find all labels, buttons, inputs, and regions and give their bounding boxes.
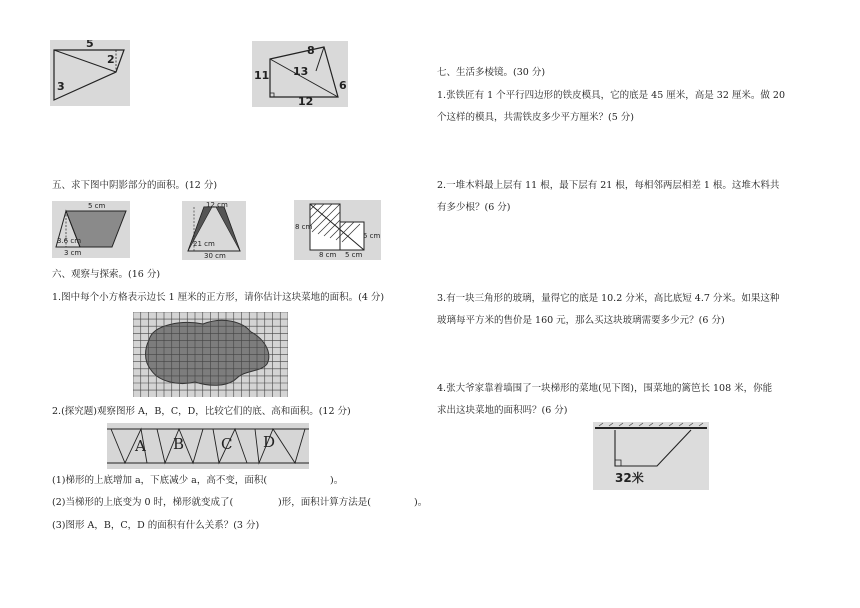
fig5a-label-top: 5 cm: [88, 202, 106, 210]
fig5b-label-top: 12 cm: [206, 201, 228, 209]
grid-field-figure: [133, 312, 288, 397]
section7-q1-line2: 个这样的模具，共需铁皮多少平方厘米？(5 分): [437, 112, 634, 123]
fig2-label-left: 11: [254, 69, 270, 82]
shape-label-a: A: [135, 437, 146, 455]
fig2-label-right: 6: [339, 79, 347, 92]
section7-q4-line1: 4.张大爷家靠着墙围了一块梯形的菜地(见下图)，围菜地的篱笆长 108 米，你能: [437, 383, 773, 394]
section6-sub-1-end: )。: [330, 475, 344, 486]
fig1-label-right: 2: [107, 53, 115, 66]
fig2-label-diag1: 8: [307, 44, 315, 57]
fig5a-label-base: 3 cm: [64, 249, 82, 257]
section6-sub-2b: )形，面积计算方法是(: [278, 497, 371, 508]
fig5b-label-height: 21 cm: [193, 240, 215, 248]
shapes-abcd-figure: [107, 423, 309, 469]
section6-sub-2a: (2)当梯形的上底变为 0 时，梯形就变成了(: [52, 497, 234, 508]
section7-q2-line2: 有多少根？(6 分): [437, 202, 511, 213]
section7-q3-line2: 玻璃每平方米的售价是 160 元，那么买这块玻璃需要多少元？(6 分): [437, 315, 725, 326]
section6-sub-3: (3)图形 A，B，C，D 的面积有什么关系？(3 分): [52, 520, 260, 531]
shape-label-b: B: [173, 435, 185, 453]
figure-5c: [294, 200, 381, 260]
section7-heading: 七、生活多棱镜。(30 分): [437, 67, 546, 78]
fig5b-label-base: 30 cm: [204, 252, 226, 260]
shape-label-c: C: [221, 435, 233, 453]
trapezoid-garden-figure: [593, 422, 709, 490]
figure-5a: [52, 201, 130, 258]
section6-question-2: 2.(探究题)观察图形 A，B，C，D，比较它们的底、高和面积。(12 分): [52, 406, 351, 417]
section7-q1-line1: 1.张铁匠有 1 个平行四边形的铁皮模具，它的底是 45 厘米，高是 32 厘米。做 20: [437, 90, 786, 101]
section6-question-1: 1.图中每个小方格表示边长 1 厘米的正方形，请你估计这块菜地的面积。(4 分): [52, 292, 385, 303]
figure-top-2: [252, 41, 348, 107]
section5-heading: 五、求下图中阴影部分的面积。(12 分): [52, 180, 218, 191]
section7-q4-line2: 求出这块菜地的面积吗？(6 分): [437, 405, 568, 416]
fig5c-label-bottom2: 5 cm: [345, 251, 363, 259]
fig1-label-top: 5: [86, 40, 94, 50]
fig2-label-diag2: 13: [293, 65, 309, 78]
fig5a-label-height: 3.6 cm: [57, 237, 82, 245]
garden-label-32m: 32米: [615, 471, 644, 485]
fig5c-label-bottom1: 8 cm: [319, 251, 337, 259]
fig2-label-bottom: 12: [298, 95, 314, 107]
fig1-label-left: 3: [57, 80, 65, 93]
fig5c-label-left: 8 cm: [295, 223, 313, 231]
section7-q2-line1: 2.一堆木料最上层有 11 根，最下层有 21 根，每相邻两层相差 1 根。这堆木料共: [437, 180, 780, 191]
fig5c-label-right: 5 cm: [363, 232, 381, 240]
section6-sub-2-end: )。: [414, 497, 428, 508]
figure-5b: [182, 201, 246, 260]
shape-label-d: D: [263, 433, 276, 451]
section7-q3-line1: 3.有一块三角形的玻璃，量得它的底是 10.2 分米，高比底短 4.7 分米。如果这种: [437, 293, 780, 304]
section6-heading: 六、观察与探索。(16 分): [52, 269, 161, 280]
section6-sub-1: (1)梯形的上底增加 a，下底减少 a，高不变，面积(: [52, 475, 268, 486]
figure-top-1: [50, 40, 130, 106]
